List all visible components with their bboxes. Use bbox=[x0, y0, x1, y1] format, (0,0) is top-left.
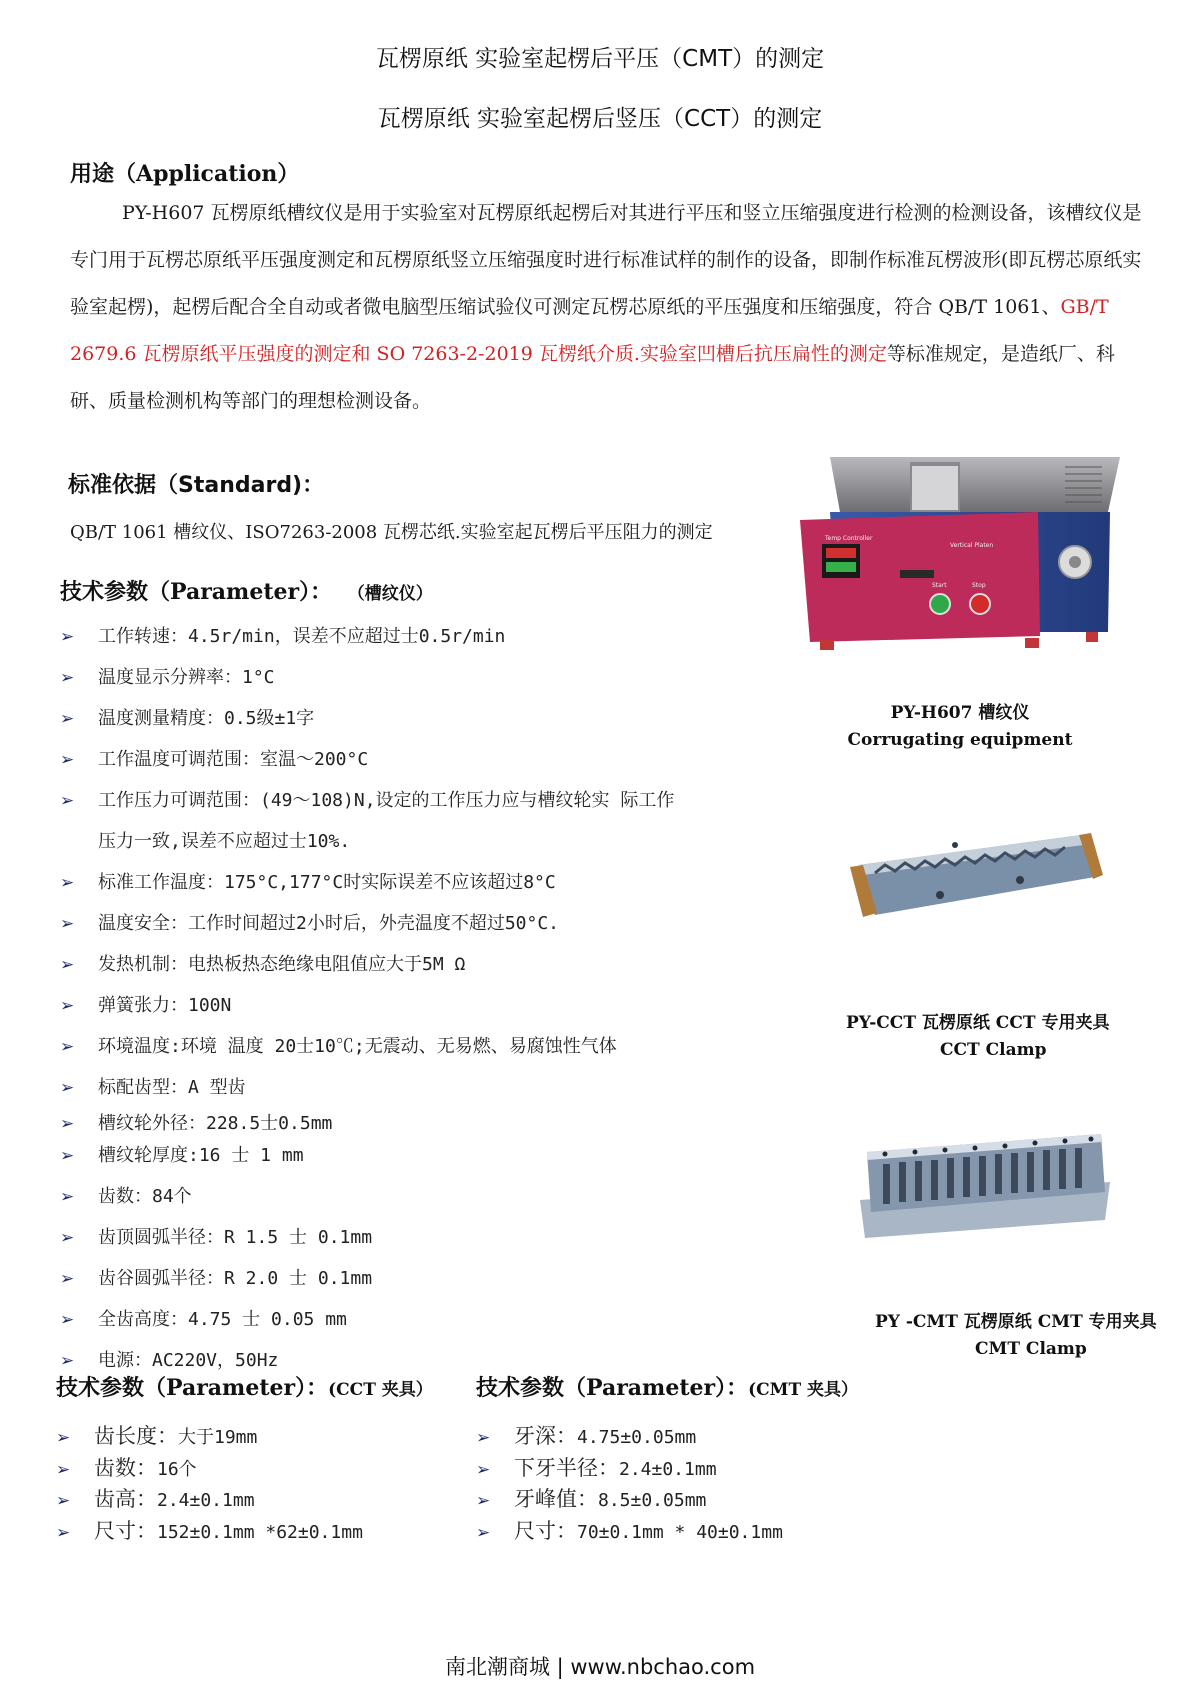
parameter-item bbox=[60, 622, 505, 648]
bullet-arrow-icon: ➢ bbox=[60, 1269, 75, 1289]
bullet-arrow-icon: ➢ bbox=[60, 1078, 75, 1098]
bullet-arrow-icon: ➢ bbox=[56, 1523, 71, 1543]
cmt-param-value: 70±0.1mm * 40±0.1mm bbox=[577, 1522, 783, 1543]
cmt-param-item bbox=[476, 1452, 717, 1482]
parameter-text: 弹簧张力：100N bbox=[98, 995, 232, 1016]
cmt-clamp-image bbox=[855, 1120, 1115, 1240]
cmt-param-value: 2.4±0.1mm bbox=[619, 1459, 717, 1480]
cct-params-heading-text: 技术参数（Parameter）： bbox=[56, 1375, 329, 1401]
parameter-item bbox=[60, 909, 559, 935]
parameters-subheading: （槽纹仪） bbox=[347, 584, 433, 604]
parameter-item bbox=[60, 1073, 246, 1099]
bullet-arrow-icon: ➢ bbox=[60, 1228, 75, 1248]
panel-left-label: Temp Controller bbox=[825, 535, 873, 542]
bullet-arrow-icon: ➢ bbox=[476, 1523, 491, 1543]
cct-caption-cn: PY-CCT 瓦楞原纸 CCT 专用夹具 bbox=[846, 1013, 1110, 1033]
cct-param-value: 16个 bbox=[157, 1459, 197, 1480]
title-cct: 瓦楞原纸 实验室起楞后竖压（CCT）的测定 bbox=[377, 106, 823, 132]
cct-param-item bbox=[56, 1515, 363, 1545]
cct-param-value: 152±0.1mm *62±0.1mm bbox=[157, 1522, 363, 1543]
bullet-arrow-icon: ➢ bbox=[60, 914, 75, 934]
bullet-arrow-icon: ➢ bbox=[60, 873, 75, 893]
cmt-param-item bbox=[476, 1515, 783, 1545]
parameter-item bbox=[60, 663, 275, 689]
cct-param-label: 齿高： bbox=[94, 1487, 157, 1511]
parameter-text: 发热机制：电热板热态绝缘电阻值应大于5M Ω bbox=[98, 954, 466, 975]
cct-param-item bbox=[56, 1420, 257, 1450]
parameter-text: 齿谷圆弧半径：R 2.0 士 0.1mm bbox=[98, 1268, 373, 1289]
device-illustration bbox=[790, 452, 1130, 662]
cmt-param-label: 尺寸： bbox=[514, 1519, 577, 1543]
bullet-arrow-icon: ➢ bbox=[56, 1428, 71, 1448]
parameter-text: 温度显示分辨率：1°C bbox=[98, 667, 275, 688]
parameters-heading bbox=[60, 575, 433, 606]
parameter-text: 齿数：84个 bbox=[98, 1186, 192, 1207]
bullet-arrow-icon: ➢ bbox=[476, 1460, 491, 1480]
parameter-text: 标准工作温度：175°C,177°C时实际误差不应该超过8°C bbox=[98, 872, 556, 893]
start-label: Start bbox=[932, 582, 947, 589]
bullet-arrow-icon: ➢ bbox=[60, 1187, 75, 1207]
parameter-text: 压力一致,误差不应超过士10%. bbox=[98, 831, 351, 852]
corrugating-device-image bbox=[790, 452, 1130, 662]
parameter-item bbox=[60, 868, 556, 894]
parameter-item bbox=[60, 704, 314, 730]
parameter-text: 工作温度可调范围：室温～200°C bbox=[98, 749, 369, 770]
cmt-params-subheading: (CMT 夹具） bbox=[748, 1380, 859, 1400]
bullet-arrow-icon: ➢ bbox=[60, 1310, 75, 1330]
cmt-params-heading-text: 技术参数（Parameter）： bbox=[476, 1375, 749, 1401]
parameter-text: 槽纹轮外径：228.5士0.5mm bbox=[98, 1113, 333, 1134]
cct-param-value: 2.4±0.1mm bbox=[157, 1490, 255, 1511]
parameter-item bbox=[60, 745, 368, 771]
cct-clamp-illustration bbox=[845, 825, 1105, 925]
parameters-heading-text: 技术参数（Parameter）： bbox=[60, 579, 333, 605]
panel-right-label: Vertical Platen bbox=[950, 542, 994, 549]
cct-param-label: 齿数： bbox=[94, 1456, 157, 1480]
cmt-clamp-illustration bbox=[855, 1120, 1115, 1240]
application-text-1: PY-H607 瓦楞原纸槽纹仪是用于实验室对瓦楞原纸起楞后对其进行平压和竖立压缩强度进行检测的检测设备，该槽纹仪是专门用于瓦楞芯原纸平压强度测定和瓦楞原纸竖立压缩强度时进行标准试样的制作的设备，即制作标准瓦楞波形(即瓦楞芯原纸实验室起楞)，起楞后配合全自动或者微电脑型压缩试验仪可测定瓦楞芯原纸的平压强度和压缩强度，符合 QB/T 1061、 bbox=[70, 202, 1142, 318]
cct-params-subheading: (CCT 夹具） bbox=[328, 1380, 433, 1400]
parameter-item bbox=[60, 1346, 278, 1372]
cmt-param-item bbox=[476, 1420, 696, 1450]
parameter-item bbox=[60, 991, 231, 1017]
bullet-arrow-icon: ➢ bbox=[60, 791, 75, 811]
bullet-arrow-icon: ➢ bbox=[56, 1491, 71, 1511]
bullet-arrow-icon: ➢ bbox=[60, 1037, 75, 1057]
bullet-arrow-icon: ➢ bbox=[60, 996, 75, 1016]
bullet-arrow-icon: ➢ bbox=[60, 627, 75, 647]
stop-label: Stop bbox=[972, 582, 986, 589]
bullet-arrow-icon: ➢ bbox=[476, 1491, 491, 1511]
standard-heading: 标准依据（Standard)： bbox=[68, 473, 325, 498]
cmt-param-label: 牙深： bbox=[514, 1424, 577, 1448]
bullet-arrow-icon: ➢ bbox=[476, 1428, 491, 1448]
parameter-text: 工作转速：4.5r/min，误差不应超过士0.5r/min bbox=[98, 626, 506, 647]
parameter-item bbox=[60, 1182, 192, 1208]
title-cmt: 瓦楞原纸 实验室起楞后平压（CMT）的测定 bbox=[375, 46, 825, 72]
parameter-text: 槽纹轮厚度:16 士 1 mm bbox=[98, 1145, 304, 1166]
parameter-item-continuation bbox=[98, 827, 350, 853]
parameter-text: 工作压力可调范围：(49～108)N,设定的工作压力应与槽纹轮实 际工作 bbox=[98, 790, 675, 811]
parameter-text: 温度测量精度：0.5级±1字 bbox=[98, 708, 315, 729]
cmt-param-value: 4.75±0.05mm bbox=[577, 1427, 697, 1448]
parameter-item bbox=[60, 1141, 304, 1167]
cmt-caption-en: CMT Clamp bbox=[975, 1339, 1087, 1359]
bullet-arrow-icon: ➢ bbox=[60, 1146, 75, 1166]
cmt-param-label: 下牙半径： bbox=[514, 1456, 619, 1480]
cct-param-item bbox=[56, 1483, 255, 1513]
cmt-param-value: 8.5±0.05mm bbox=[598, 1490, 707, 1511]
cct-param-value: 大于19mm bbox=[178, 1427, 258, 1448]
cct-param-label: 齿长度： bbox=[94, 1424, 178, 1448]
application-text-2: 等标准规定，是造纸厂、科研、质量检测机构等部门的理想检测设备。 bbox=[70, 343, 1115, 412]
footer-site[interactable]: 南北潮商城 | www.nbchao.com bbox=[444, 1655, 756, 1679]
bullet-arrow-icon: ➢ bbox=[60, 955, 75, 975]
parameter-item bbox=[60, 1223, 372, 1249]
parameter-item bbox=[60, 786, 674, 812]
parameter-item bbox=[60, 1109, 332, 1135]
cmt-params-heading bbox=[476, 1371, 858, 1402]
cct-param-item bbox=[56, 1452, 197, 1482]
application-standards-red: GB/T 2679.6 瓦楞原纸平压强度的测定和 SO 7263-2-2019 瓦楞纸介质.实验室凹槽后抗压扁性的测定 bbox=[70, 296, 1109, 365]
parameter-text: 标配齿型：A 型齿 bbox=[98, 1077, 246, 1098]
cct-param-label: 尺寸： bbox=[94, 1519, 157, 1543]
bullet-arrow-icon: ➢ bbox=[56, 1460, 71, 1480]
parameter-text: 温度安全：工作时间超过2小时后，外壳温度不超过50°C. bbox=[98, 913, 560, 934]
cmt-param-label: 牙峰值： bbox=[514, 1487, 598, 1511]
bullet-arrow-icon: ➢ bbox=[60, 668, 75, 688]
parameter-item bbox=[60, 1264, 372, 1290]
parameter-text: 电源：AC220V，50Hz bbox=[98, 1350, 279, 1371]
standard-text: QB/T 1061 槽纹仪、ISO7263-2008 瓦楞芯纸.实验室起瓦楞后平压阻力的测定 bbox=[70, 522, 713, 543]
cct-caption-en: CCT Clamp bbox=[940, 1040, 1047, 1060]
cmt-param-item bbox=[476, 1483, 706, 1513]
application-heading: 用途（Application） bbox=[70, 161, 300, 187]
cct-params-heading bbox=[56, 1371, 433, 1402]
parameter-item bbox=[60, 950, 465, 976]
parameter-item bbox=[60, 1305, 347, 1331]
parameter-text: 齿顶圆弧半径：R 1.5 士 0.1mm bbox=[98, 1227, 373, 1248]
cmt-caption-cn: PY -CMT 瓦楞原纸 CMT 专用夹具 bbox=[875, 1312, 1157, 1332]
bullet-arrow-icon: ➢ bbox=[60, 1114, 75, 1134]
device-caption-en: Corrugating equipment bbox=[847, 730, 1073, 750]
device-caption-cn: PY-H607 槽纹仪 bbox=[890, 703, 1030, 723]
cct-clamp-image bbox=[845, 825, 1105, 925]
bullet-arrow-icon: ➢ bbox=[60, 709, 75, 729]
bullet-arrow-icon: ➢ bbox=[60, 750, 75, 770]
application-paragraph bbox=[70, 190, 1150, 425]
bullet-arrow-icon: ➢ bbox=[60, 1351, 75, 1371]
parameter-text: 全齿高度：4.75 士 0.05 mm bbox=[98, 1309, 347, 1330]
parameter-text: 环境温度:环境 温度 20士10℃;无震动、无易燃、易腐蚀性气体 bbox=[98, 1036, 617, 1057]
parameter-item bbox=[60, 1032, 617, 1058]
